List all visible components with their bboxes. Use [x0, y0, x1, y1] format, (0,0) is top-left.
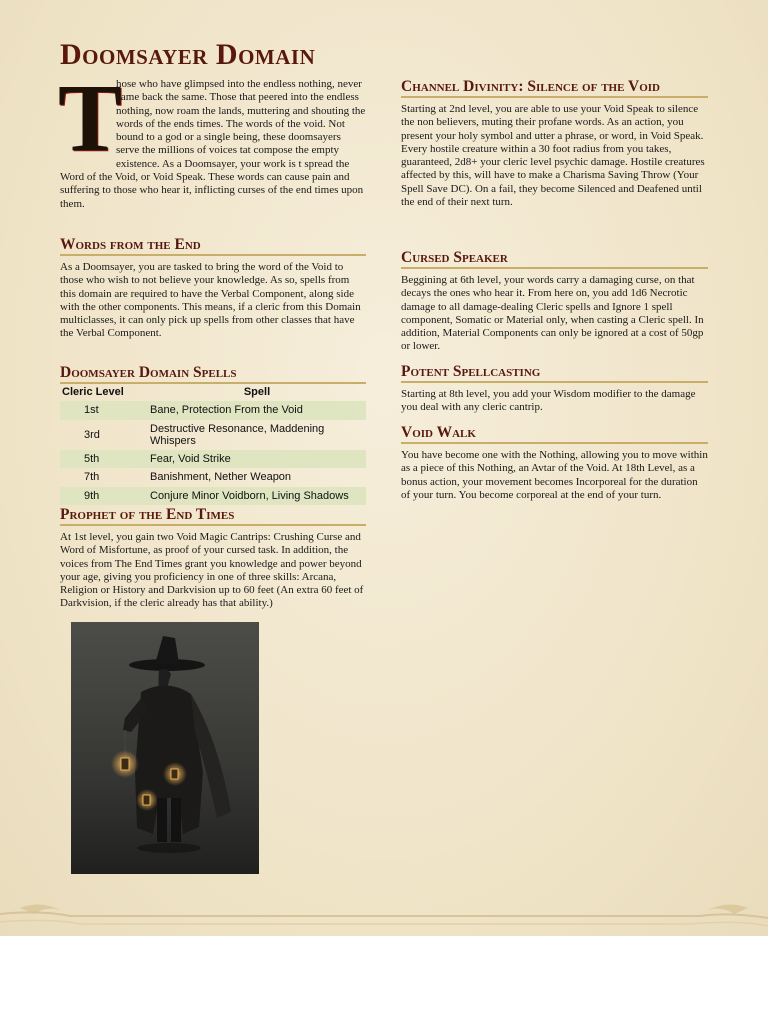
- spell-level-cell: 7th: [84, 471, 100, 484]
- column-header-level: Cleric Level: [62, 386, 124, 398]
- table-row: [60, 420, 366, 450]
- spell-level-cell: 1st: [60, 401, 148, 420]
- plague-doctor-illustration: [71, 622, 259, 874]
- domain-spells-table: [60, 384, 366, 505]
- prophet-heading: Prophet of the End Times: [60, 506, 366, 526]
- spell-name-cell: Banishment, Nether Weapon: [150, 471, 292, 484]
- potent-spellcasting-text: Starting at 8th level, you add your Wisdom modifier to the damage you deal with any cleric cantrip.: [401, 388, 696, 414]
- footer-ornament: [0, 892, 768, 936]
- column-header-spell: Spell: [243, 386, 271, 398]
- intro-text: hose who have glimpsed into the endless nothing, never came back the same. Those that peered into the endless nothing, now roam the lands, muttering and shouting the words of the ends times. The words of the void. Not bound to a god or a single being, these doomsayers serve the millions of voices tat compose the empty existence. As a Doomsayer, your work is t spread the Word of the Void, or Void Speak. These words can cause pain and suffering to those who hear it, inflicting curses of the end times upon them.: [60, 78, 366, 210]
- cursed-speaker-section: [401, 249, 708, 354]
- domain-spells-section: [60, 364, 366, 505]
- spell-level-cell: 5th: [60, 450, 148, 469]
- words-from-end-section: [60, 236, 366, 341]
- doomsayer-figure-icon: [71, 622, 259, 874]
- void-walk-section: [401, 424, 708, 502]
- page-title: Doomsayer Domain: [60, 38, 316, 71]
- dropcap-letter: T: [58, 64, 123, 171]
- intro-section: [58, 64, 366, 211]
- channel-divinity-text: Starting at 2nd level, you are able to use your Void Speak to silence the non believers, muting their profane words. As an action, you present your holy symbol and utter a phrase, or word, in Void Speak. Every hostile creature within a 30 foot radius from you takes, guaranteed, 2d8+ your cleric level psychic damage. Hostile creatures affected by this, will have to make a Charisma Saving Throw (Your Spell Save DC). On a fail, they become Silenced and Deafened until the end of their next turn.: [401, 103, 705, 209]
- cursed-speaker-heading: Cursed Speaker: [401, 249, 708, 269]
- void-walk-text: You have become one with the Nothing, allowing you to move within as a piece of this Nothing, an Avtar of the Void. At 18th Level, as a bonus action, your movement becomes Incorporeal for the duration of your turn. You become corporeal at the end of your turn.: [401, 449, 708, 501]
- void-walk-heading: Void Walk: [401, 424, 708, 444]
- footer-scroll-icon: [0, 892, 768, 936]
- spell-level-cell: 9th: [60, 487, 148, 506]
- words-from-end-heading: Words from the End: [60, 236, 366, 256]
- prophet-section: [60, 506, 366, 611]
- prophet-text: At 1st level, you gain two Void Magic Cantrips: Crushing Curse and Word of Misfortune, as proof of your cursed task. In addition, the voices from The End Times grant you knowledge and power beyond your age, giving you proficiency in one of three skills: Arcana, Religion or History and Darkvision up to 60 feet (An extra 60 feet of Darkvision, if the cleric already has that ability.): [60, 531, 364, 610]
- table-header-row: [60, 384, 366, 401]
- spell-name-cell: Conjure Minor Voidborn, Living Shadows: [148, 487, 366, 506]
- domain-spells-heading: Doomsayer Domain Spells: [60, 364, 366, 384]
- channel-divinity-heading: Channel Divinity: Silence of the Void: [401, 78, 708, 98]
- spell-name-cell: Fear, Void Strike: [148, 450, 366, 469]
- spell-level-cell: 3rd: [84, 428, 100, 441]
- spell-name-cell: Bane, Protection From the Void: [148, 401, 366, 420]
- table-row: [60, 401, 366, 420]
- words-from-end-text: As a Doomsayer, you are tasked to bring the word of the Void to those who wish to not believe your knowledge. As so, spells from this domain are required to have the Verbal Component, along side with the other components. This means, if a cleric from this Domain multiclasses, it can only pick up spells from other classes that have the Verbal Component.: [60, 261, 361, 340]
- potent-spellcasting-heading: Potent Spellcasting: [401, 363, 708, 383]
- table-row: [60, 468, 366, 487]
- table-row: [60, 487, 366, 506]
- potent-spellcasting-section: [401, 363, 708, 415]
- channel-divinity-section: [401, 78, 708, 209]
- intro-paragraph: [58, 64, 366, 211]
- cursed-speaker-text: Beggining at 6th level, your words carry a damaging curse, on that decays the ones who hear it. From here on, you add 1d6 Necrotic damage to all damage-dealing Cleric spells and Ignore 1 spell component, Somatic or Material only, when casting a Cleric spell. In addition, Material Components can only be ignored at a cost of 50gp or lower.: [401, 274, 704, 353]
- spell-name-cell: Destructive Resonance, Maddening Whispers: [150, 422, 325, 447]
- table-row: [60, 450, 366, 469]
